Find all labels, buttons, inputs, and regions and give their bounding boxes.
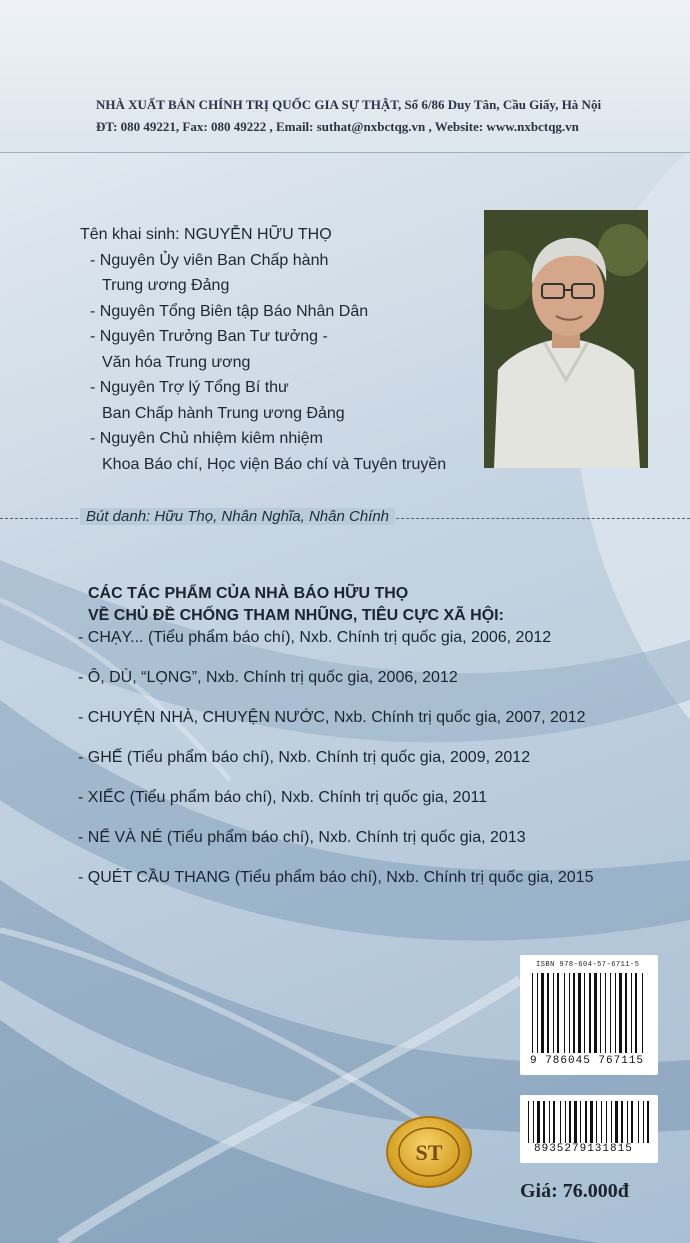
isbn-barcode — [520, 955, 658, 1075]
work-item: - XIẾC (Tiểu phẩm báo chí), Nxb. Chính trị quốc gia, 2011 — [78, 789, 488, 806]
publisher-logo — [386, 1116, 472, 1188]
isbn-label: ISBN 978-604-57-6711-5 — [536, 961, 640, 969]
price: Giá: 76.000đ — [520, 1180, 629, 1202]
ean-number: 8935279131815 — [534, 1143, 633, 1155]
bio-item: - Nguyên Ủy viên Ban Chấp hành Trung ương Đảng — [90, 251, 329, 294]
ean-bars — [528, 1101, 650, 1143]
bio-item: - Nguyên Chủ nhiệm kiêm nhiệm Khoa Báo chí, Học viện Báo chí và Tuyên truyền — [90, 430, 447, 473]
svg-text:ST: ST — [415, 1140, 443, 1165]
publisher-address: NHÀ XUẤT BẢN CHÍNH TRỊ QUỐC GIA SỰ THẬT, Số 6/86 Duy Tân, Cầu Giấy, Hà Nội — [96, 97, 602, 112]
works-heading: CÁC TÁC PHẨM CỦA NHÀ BÁO HỮU THỌ VỀ CHỦ ĐỀ CHỐNG THAM NHŨNG, TIÊU CỰC XÃ HỘI: — [88, 585, 504, 624]
ean-barcode — [520, 1095, 658, 1163]
birth-name: Tên khai sinh: NGUYỄN HỮU THỌ — [80, 226, 332, 243]
bio-item: - Nguyên Tổng Biên tập Báo Nhân Dân — [90, 302, 369, 320]
author-photo — [484, 210, 648, 468]
work-item: - NỂ VÀ NÉ (Tiểu phẩm báo chí), Nxb. Chính trị quốc gia, 2013 — [78, 829, 526, 846]
bio-item: - Nguyên Trưởng Ban Tư tưởng - Văn hóa Trung ương — [90, 328, 328, 371]
pen-names: Bút danh: Hữu Thọ, Nhân Nghĩa, Nhân Chính — [80, 508, 395, 525]
isbn-bars — [532, 973, 646, 1053]
bio-item: - Nguyên Trợ lý Tổng Bí thư Ban Chấp hành Trung ương Đảng — [90, 379, 345, 422]
work-item: - Ô, DÙ, “LỌNG”, Nxb. Chính trị quốc gia, 2006, 2012 — [78, 669, 458, 686]
author-bio — [80, 222, 446, 477]
work-item: - QUÉT CẦU THANG (Tiểu phẩm báo chí), Nxb. Chính trị quốc gia, 2015 — [78, 869, 594, 886]
work-item: - GHẾ (Tiểu phẩm báo chí), Nxb. Chính trị quốc gia, 2009, 2012 — [78, 749, 531, 766]
work-item: - CHUYỆN NHÀ, CHUYỆN NƯỚC, Nxb. Chính trị quốc gia, 2007, 2012 — [78, 709, 586, 726]
isbn-number: 9 786045 767115 — [530, 1055, 645, 1067]
work-item: - CHẠY... (Tiểu phẩm báo chí), Nxb. Chính trị quốc gia, 2006, 2012 — [78, 629, 552, 646]
publisher-contact: ĐT: 080 49221, Fax: 080 49222 , Email: suthat@nxbctqg.vn , Website: www.nxbctqg.vn — [96, 119, 579, 134]
